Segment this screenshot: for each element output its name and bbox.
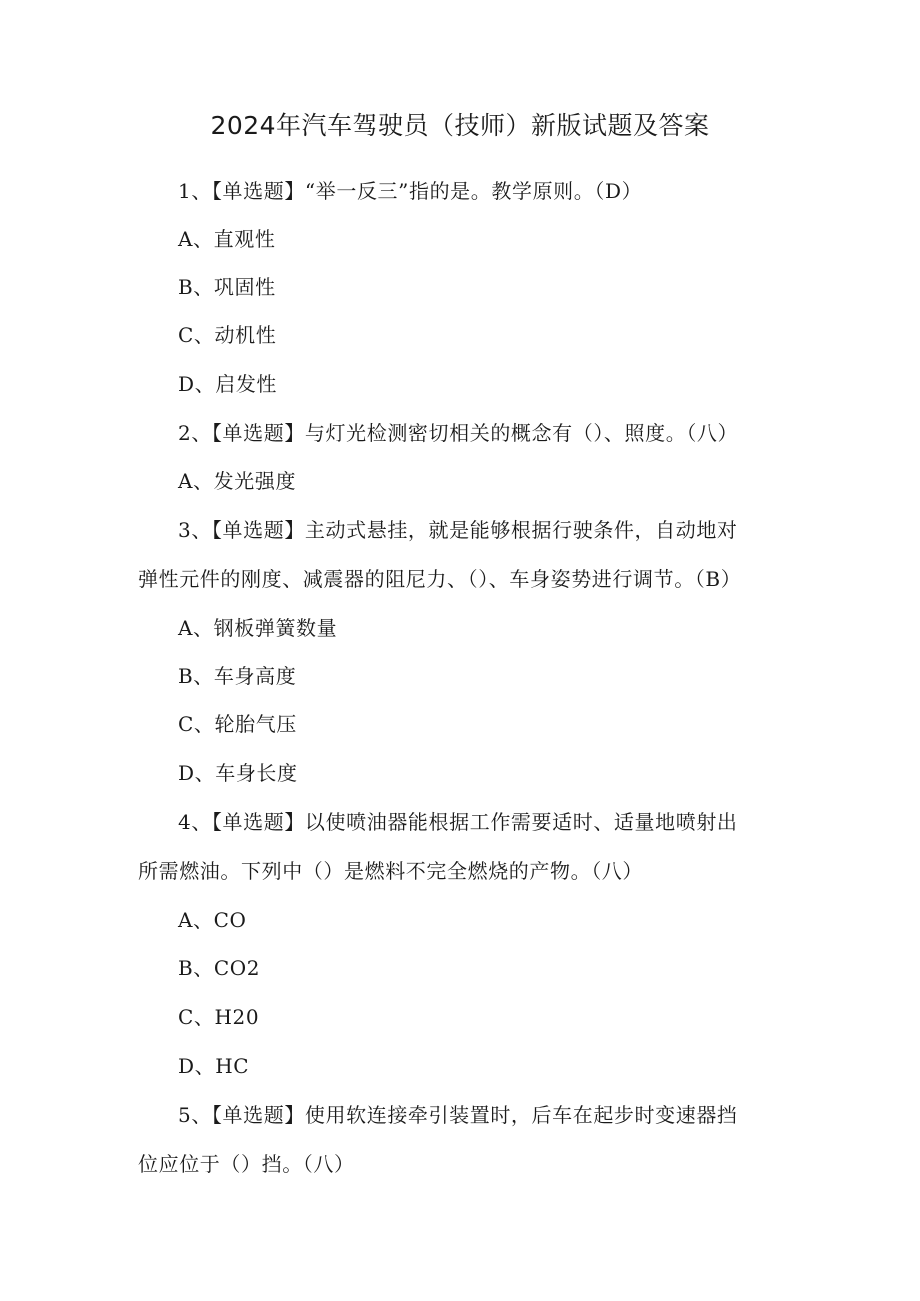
- question-4-option-a: A、CO: [178, 908, 247, 932]
- question-1-text: 1、【单选题】“举一反三”指的是。教学原则。（D）: [178, 179, 643, 203]
- question-3-option-d: D、车身长度: [178, 761, 298, 785]
- question-3-text-line1: 3、【单选题】主动式悬挂，就是能够根据行驶条件，自动地对: [178, 518, 738, 542]
- question-3-option-c: C、轮胎气压: [178, 712, 297, 736]
- question-2-option-a: A、发光强度: [178, 469, 297, 493]
- question-1-option-d: D、启发性: [178, 372, 278, 396]
- question-3-option-b: B、车身高度: [178, 664, 297, 688]
- question-2-text: 2、【单选题】与灯光检测密切相关的概念有（）、照度。（八）: [178, 421, 739, 445]
- question-1-option-c: C、动机性: [178, 323, 277, 347]
- question-1-option-b: B、巩固性: [178, 275, 276, 299]
- question-5-text-line2: 位应位于（）挡。（八）: [138, 1152, 355, 1176]
- question-4-option-b: B、CO2: [178, 956, 261, 980]
- question-3-text-line2: 弹性元件的刚度、减震器的阻尼力、（）、车身姿势进行调节。（B）: [138, 567, 742, 591]
- question-4-option-d: D、HC: [178, 1054, 250, 1078]
- question-4-text-line2: 所需燃油。下列中（）是燃料不完全燃烧的产物。（八）: [138, 859, 643, 883]
- question-4-option-c: C、H20: [178, 1005, 260, 1029]
- question-4-text-line1: 4、【单选题】以使喷油器能根据工作需要适时、适量地喷射出: [178, 810, 738, 834]
- document-title: 2024年汽车驾驶员（技师）新版试题及答案: [210, 111, 710, 140]
- question-5-text-line1: 5、【单选题】使用软连接牵引装置时，后车在起步时变速器挡: [178, 1103, 738, 1127]
- question-3-option-a: A、钢板弹簧数量: [178, 616, 338, 640]
- question-1-option-a: A、直观性: [178, 227, 276, 251]
